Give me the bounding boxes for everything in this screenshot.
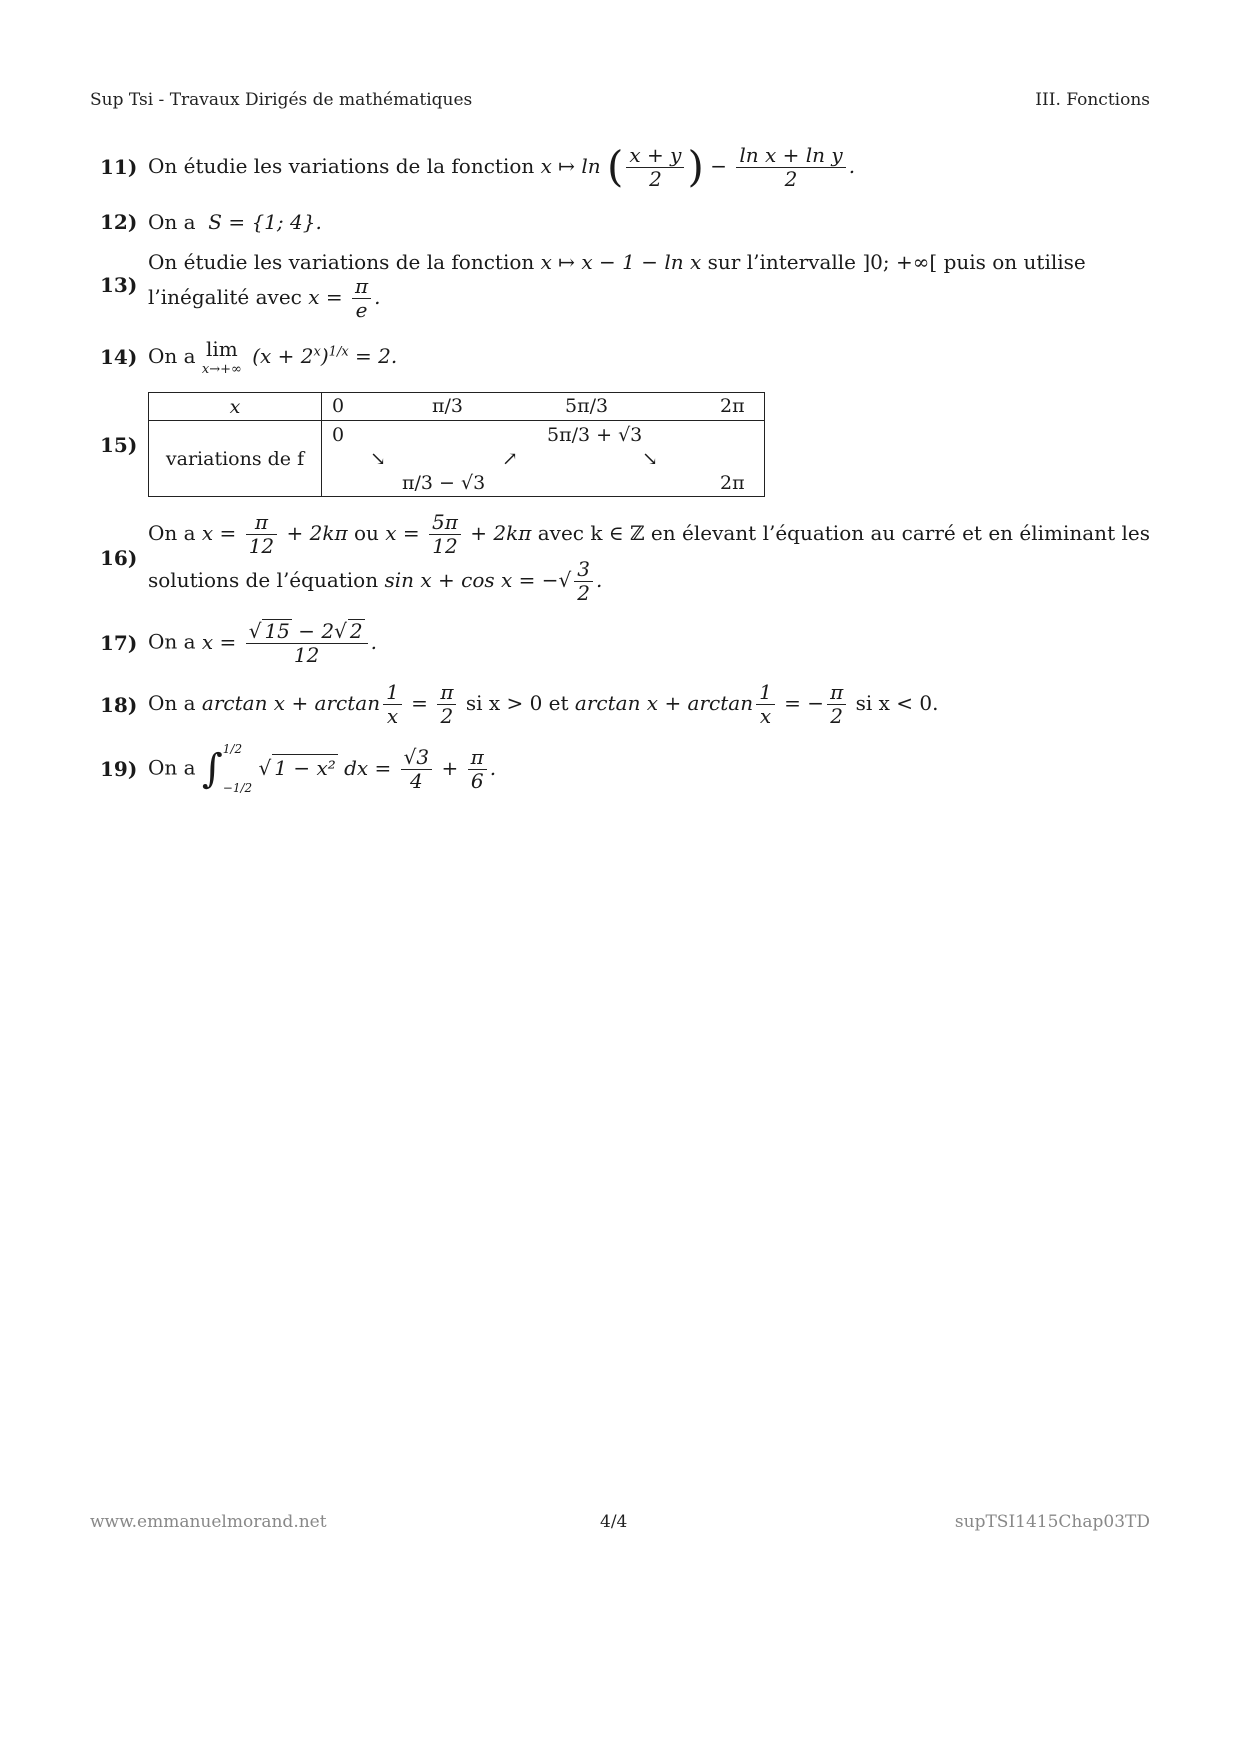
formula: S = {1; 4}. xyxy=(208,209,322,234)
x-value: 5π/3 xyxy=(565,395,609,418)
item-13 xyxy=(100,249,1155,322)
x-value: π/3 xyxy=(432,395,463,418)
arrow-down-icon: ↘ xyxy=(370,448,386,471)
item-text: On a xyxy=(148,521,196,546)
item-19 xyxy=(100,742,1155,796)
item-number: 11) xyxy=(100,155,138,180)
item-text: On a xyxy=(148,209,196,234)
item-15 xyxy=(100,392,1155,497)
item-number: 17) xyxy=(100,631,138,656)
formula: x ↦ ln ( $\frac{x + y}{2}$ ) − $\frac{\text{ln x + ln y}}{2}$ . xyxy=(540,142,856,191)
item-number: 14) xyxy=(100,345,138,370)
item-16 xyxy=(100,511,1155,605)
item-number: 13) xyxy=(100,273,138,298)
x-value: 0 xyxy=(332,395,345,418)
item-11 xyxy=(100,140,1155,195)
page-number: 4/4 xyxy=(600,1512,628,1532)
f-value: 0 xyxy=(332,424,345,447)
footer-doc-id: supTSI1415Chap03TD xyxy=(954,1512,1150,1532)
item-12 xyxy=(100,209,1155,235)
integral: ∫ 1/2 −1/2 xyxy=(201,742,253,795)
answers-list xyxy=(100,140,1155,810)
limit: lim x→+∞ xyxy=(201,336,242,377)
item-text-2: ou xyxy=(353,521,379,546)
f-value: 2π xyxy=(720,472,745,495)
header-left: Sup Tsi - Travaux Dirigés de mathématiques xyxy=(90,90,473,110)
formula: sin x + cos x = −√ $\frac{3}{2}$ . xyxy=(384,557,603,606)
item-number: 16) xyxy=(100,546,138,571)
formula: x = $\frac{5\pi}{12}$ + 2kπ xyxy=(385,510,532,559)
formula: x = $\frac{\pi}{12}$ + 2kπ xyxy=(201,510,348,559)
x-label: x xyxy=(149,393,322,421)
item-14 xyxy=(100,336,1155,379)
item-number: 19) xyxy=(100,757,138,782)
item-17 xyxy=(100,619,1155,667)
arrow-up-icon: ↗ xyxy=(502,448,518,471)
item-text: On étudie les variations de la fonction xyxy=(148,153,535,178)
item-text-2: si x > 0 et xyxy=(465,691,569,716)
formula: x = $\frac{\pi}{e}$ . xyxy=(308,273,381,322)
formula: arctan x + arctan $\frac{1}{x}$ = $\frac{\pi}{2}$ xyxy=(202,691,460,715)
formula: $(x + 2^x)^{1/x} = 2$. xyxy=(252,343,398,368)
formula: arctan x + arctan $\frac{1}{x}$ = − $\frac{\pi}{2}$ xyxy=(575,691,849,715)
arrow-down-icon: ↘ xyxy=(642,448,658,471)
f-value: π/3 − √3 xyxy=(402,472,486,495)
variation-table xyxy=(148,392,765,497)
item-text-3: avec k ∈ ℤ en élevant l’équation au carré et en éliminant les solutions de l’équation xyxy=(148,521,1150,593)
item-text-3: si x < 0. xyxy=(855,691,939,716)
variations-label: variations de f xyxy=(149,421,322,497)
item-number: 15) xyxy=(100,432,138,457)
x-value: 2π xyxy=(720,395,745,418)
item-text: On a xyxy=(148,755,196,780)
header-right: III. Fonctions xyxy=(1035,90,1150,110)
item-number: 18) xyxy=(100,692,138,717)
f-value: 5π/3 + √3 xyxy=(547,424,643,447)
formula: x = $\frac{√ 15 - 2√ 2}{12}$ . xyxy=(201,619,377,668)
item-text: On a xyxy=(148,629,196,654)
formula: √ 1 − x² dx = $\frac{√3}{4}$ + $\frac{\pi}{6}$ . xyxy=(258,744,497,793)
item-text: On a xyxy=(148,691,196,716)
item-text: On étudie les variations de la fonction xyxy=(148,249,535,274)
item-text-2: sur l’intervalle ]0; +∞[ puis on utilise l’inégalité avec xyxy=(148,249,1086,309)
formula: x ↦ x − 1 − ln x xyxy=(540,249,702,274)
item-text: On a xyxy=(148,343,196,368)
item-number: 12) xyxy=(100,209,138,234)
item-18 xyxy=(100,681,1155,728)
footer-website: www.emmanuelmorand.net xyxy=(90,1512,327,1532)
